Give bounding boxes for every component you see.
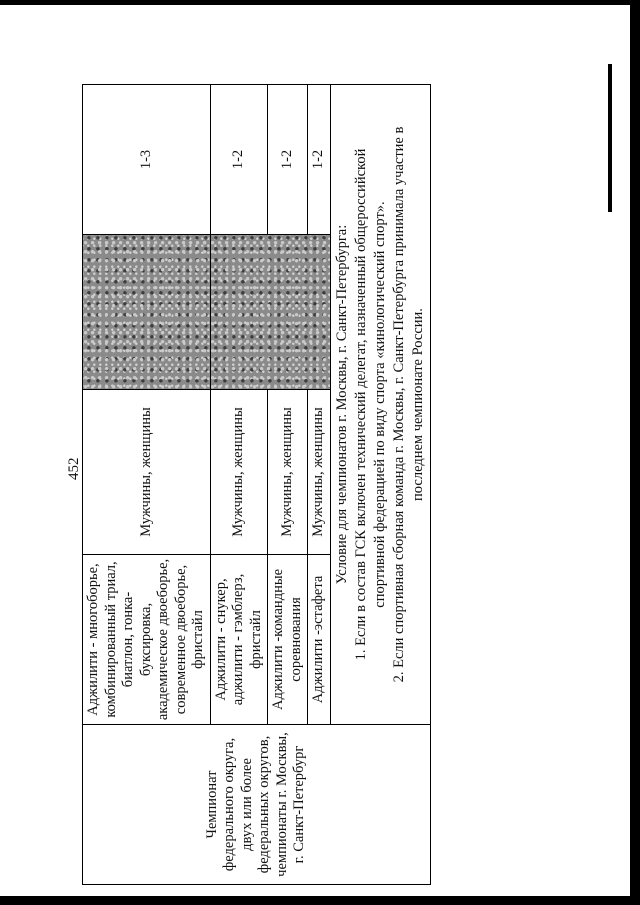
places-cell: 1-2	[308, 85, 331, 235]
rotated-page	[66, 85, 426, 885]
page-number: 452	[66, 457, 82, 480]
places-cell: 1-2	[268, 85, 308, 235]
discipline-cell: Аджилити -эстафета	[308, 555, 331, 725]
places-cell: 1-3	[83, 85, 211, 235]
condition-line: Условие для чемпионатов г. Москвы, г. Санкт-Петербурга:	[333, 224, 350, 585]
note-line: 1. Если в состав ГСК включен технический делегат, назначенный общероссийской	[352, 148, 369, 661]
championship-cell: Чемпионат федерального округа, двух или более федеральных округов, чемпионаты г. Москвы, г. Санкт-Петербург	[83, 725, 431, 885]
note-line: последнем чемпионате России.	[409, 308, 426, 501]
scan-edge-mark	[608, 64, 612, 212]
discipline-cell: Аджилити - многоборье, комбинированный триал, биатлон, гонка-буксировка, академическое двоеборье, современное двоеборье, фристайл	[83, 555, 211, 725]
scan-edge-bottom	[0, 896, 640, 905]
shaded-cell	[83, 235, 211, 390]
group-cell: Мужчины, женщины	[268, 390, 308, 555]
group-cell: Мужчины, женщины	[308, 390, 331, 555]
shaded-cell	[210, 235, 330, 390]
note-line: 2. Если спортивная сборная команда г. Москвы, г. Санкт-Петербурга принимала участие в	[390, 126, 407, 683]
scan-edge-right	[630, 0, 640, 905]
discipline-cell: Аджилити -командные соревнования	[268, 555, 308, 725]
table-row	[83, 85, 211, 885]
notes-cell	[330, 85, 430, 725]
group-cell: Мужчины, женщины	[210, 390, 268, 555]
scan-edge-top	[0, 0, 640, 5]
group-cell: Мужчины, женщины	[83, 390, 211, 555]
discipline-cell: Аджилити - снукер, аджилити - гэмблерз, фристайл	[210, 555, 268, 725]
places-cell: 1-2	[210, 85, 268, 235]
ranking-table	[82, 84, 431, 885]
note-line: спортивной федерацией по виду спорта «кинологический спорт».	[371, 201, 388, 608]
